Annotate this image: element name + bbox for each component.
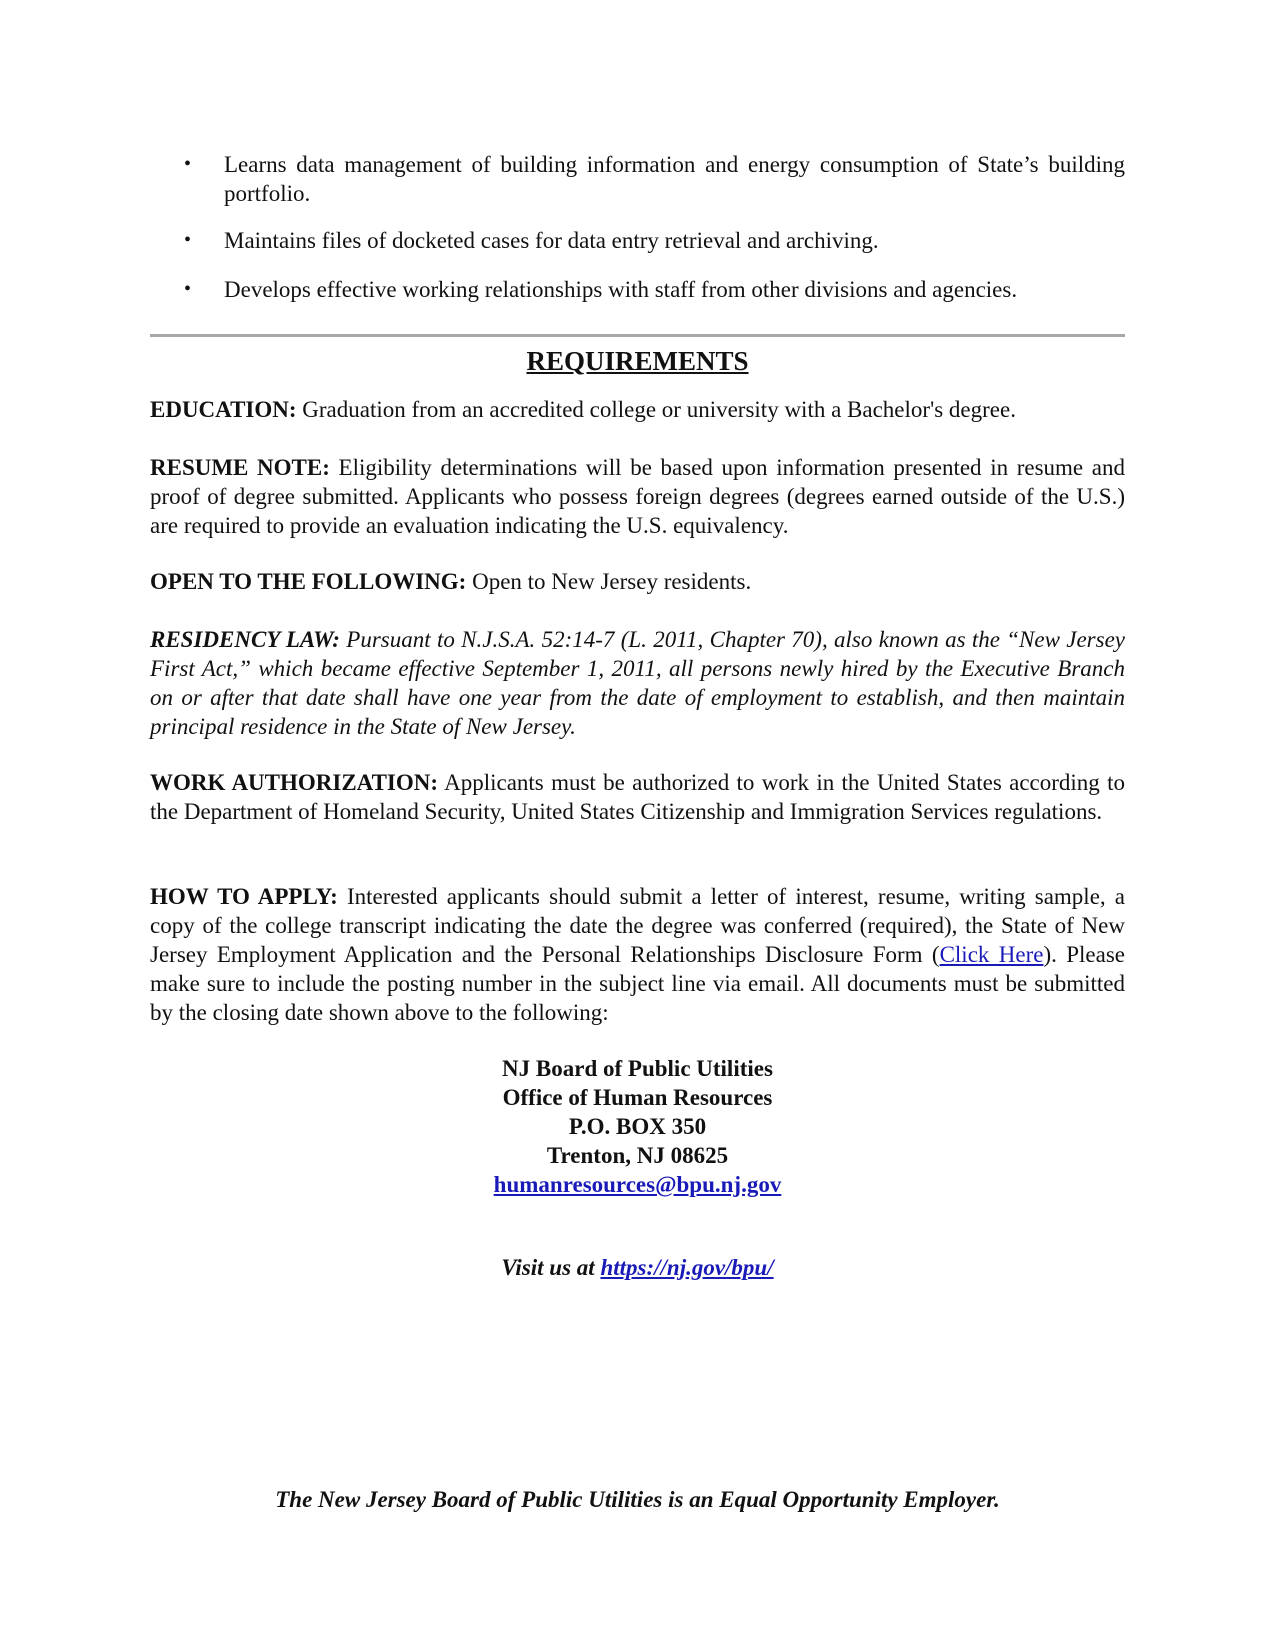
resume-note-text: Eligibility determinations will be based upon information presented in resume and proof of degree submitted. Applicants who possess foreign degrees (degrees earned outside of the U.S.) are required to provide an evaluation indicating the U.S. equivalency. [150,455,1125,538]
bullet-icon: • [184,153,192,175]
list-item [150,150,1125,208]
education-text: Graduation from an accredited college or university with a Bachelor's degree. [296,397,1016,422]
website-link[interactable]: https://nj.gov/bpu/ [600,1255,774,1280]
how-to-apply-label: HOW TO APPLY: [150,884,338,909]
section-divider [150,334,1125,337]
bullet-icon: • [184,229,192,251]
duties-list [150,150,1125,324]
resume-note-paragraph [150,453,1125,540]
list-item [150,275,1125,304]
list-item [150,226,1125,255]
mailing-address [150,1054,1125,1199]
resume-note-label: RESUME NOTE: [150,455,330,480]
open-to-paragraph [150,567,1125,596]
residency-law-paragraph [150,625,1125,741]
how-to-apply-text-continued: ). Please make sure to include the posting number in the subject line via email. All documents must be submitted by the closing date shown above to the following: [150,942,1126,1025]
address-line-office: Office of Human Resources [502,1085,773,1110]
residency-law-text: Pursuant to N.J.S.A. 52:14-7 (L. 2011, Chapter 70), also known as the “New Jersey First Act,” which became effective September 1, 2011, all persons newly hired by the Executive Branch on or after that date shall have one year from the date of employment to establish, and then maintain principal residence in the State of New Jersey. [150,627,1125,739]
bullet-icon: • [184,278,192,300]
email-link[interactable]: humanresources@bpu.nj.gov [493,1172,782,1197]
work-authorization-paragraph [150,768,1125,826]
how-to-apply-text: Interested applicants should submit a letter of interest, resume, writing sample, a copy of the college transcript indicating the date the degree was conferred (required), the State of New Jersey Employment Application and the Personal Relationships Disclosure Form ( [150,884,1125,967]
visit-us-text: Visit us at [501,1255,601,1280]
how-to-apply-paragraph [150,882,1125,1027]
visit-us-line [150,1253,1125,1282]
work-authorization-label: WORK AUTHORIZATION: [150,770,439,795]
click-here-link[interactable]: Click Here [939,942,1044,967]
open-to-label: OPEN TO THE FOLLOWING: [150,569,467,594]
address-line-org: NJ Board of Public Utilities [502,1056,773,1081]
education-paragraph [150,395,1125,424]
work-authorization-text: Applicants must be authorized to work in the United States according to the Department of Homeland Security, United States Citizenship and Immigration Services regulations. [150,770,1126,824]
education-label: EDUCATION: [150,397,297,422]
address-line-city: Trenton, NJ 08625 [546,1143,729,1168]
list-item-text: Develops effective working relationships with staff from other divisions and agencies. [224,277,1018,302]
list-item-text: Maintains files of docketed cases for data entry retrieval and archiving. [224,228,879,253]
residency-law-label: RESIDENCY LAW: [150,627,340,652]
address-line-pobox: P.O. BOX 350 [568,1114,707,1139]
open-to-text: Open to New Jersey residents. [466,569,752,594]
equal-opportunity-statement: The New Jersey Board of Public Utilities is an Equal Opportunity Employer. [275,1487,1000,1512]
list-item-text: Learns data management of building information and energy consumption of State’s building portfolio. [224,152,1125,206]
requirements-heading: REQUIREMENTS [526,346,749,376]
